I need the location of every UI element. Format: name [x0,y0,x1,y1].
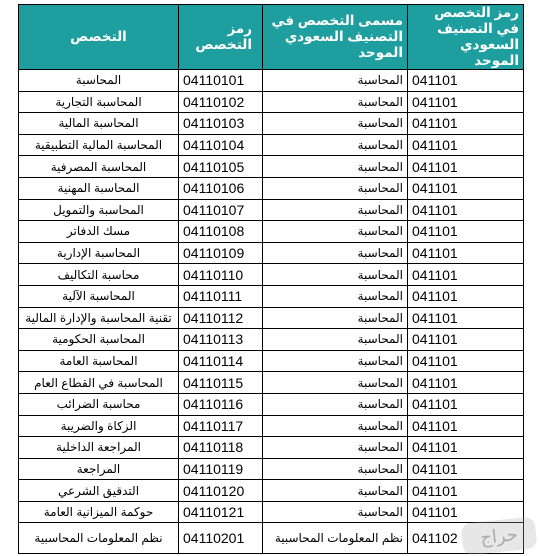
cell-unified-code: 041101 [408,307,524,329]
cell-specialization: المحاسبة المصرفية [19,156,179,178]
cell-unified-name: المحاسبة [263,264,408,286]
cell-specialization-code: 04110111 [179,285,263,307]
cell-unified-code: 041101 [408,501,524,523]
cell-unified-name: المحاسبة [263,458,408,480]
cell-unified-name: المحاسبة [263,221,408,243]
cell-specialization: المحاسبة الإدارية [19,242,179,264]
cell-unified-code: 041101 [408,221,524,243]
cell-unified-name: المحاسبة [263,415,408,437]
cell-specialization: محاسبة التكاليف [19,264,179,286]
table-row [19,177,524,199]
cell-specialization-code: 04110115 [179,372,263,394]
cell-unified-code: 041101 [408,458,524,480]
cell-unified-name: المحاسبة [263,70,408,92]
cell-specialization: المحاسبة المالية [19,113,179,135]
cell-specialization-code: 04110121 [179,501,263,523]
cell-specialization: محاسبة الضرائب [19,393,179,415]
cell-unified-code: 041101 [408,264,524,286]
table-row [19,199,524,221]
cell-specialization: نظم المعلومات المحاسبية [19,523,179,554]
cell-unified-code: 041101 [408,329,524,351]
cell-unified-name: المحاسبة [263,393,408,415]
cell-unified-name: المحاسبة [263,501,408,523]
table-row [19,523,524,554]
cell-unified-code: 041101 [408,113,524,135]
cell-specialization-code: 04110103 [179,113,263,135]
cell-specialization-code: 04110114 [179,350,263,372]
table-row [19,134,524,156]
header-specialization: التخصص [19,5,179,70]
cell-specialization: حوكمة الميزانية العامة [19,501,179,523]
cell-specialization: المحاسبة [19,70,179,92]
cell-specialization: الزكاة والضريبة [19,415,179,437]
cell-unified-name: المحاسبة [263,307,408,329]
table-row [19,307,524,329]
table-row [19,415,524,437]
cell-unified-code: 041101 [408,350,524,372]
cell-specialization: المحاسبة في القطاع العام [19,372,179,394]
cell-unified-code: 041101 [408,393,524,415]
table-row [19,372,524,394]
cell-unified-code: 041101 [408,480,524,502]
cell-specialization-code: 04110201 [179,523,263,554]
table-row [19,242,524,264]
cell-specialization-code: 04110104 [179,134,263,156]
cell-specialization: المحاسبة المالية التطبيقية [19,134,179,156]
table-row [19,437,524,459]
table-row [19,350,524,372]
header-specialization-code: رمز التخصص [179,5,263,70]
cell-unified-name: المحاسبة [263,437,408,459]
cell-unified-code: 041101 [408,285,524,307]
cell-specialization-code: 04110110 [179,264,263,286]
cell-unified-code: 041101 [408,437,524,459]
cell-specialization: المحاسبة الحكومية [19,329,179,351]
cell-unified-code: 041102 [408,523,524,554]
table-row [19,70,524,92]
cell-specialization: تقنية المحاسبة والإدارة المالية [19,307,179,329]
table-row [19,91,524,113]
cell-unified-code: 041101 [408,134,524,156]
cell-specialization-code: 04110107 [179,199,263,221]
cell-unified-code: 041101 [408,156,524,178]
cell-specialization-code: 04110109 [179,242,263,264]
table-row [19,156,524,178]
cell-specialization: التدقيق الشرعي [19,480,179,502]
cell-specialization: المراجعة الداخلية [19,437,179,459]
cell-unified-code: 041101 [408,70,524,92]
cell-specialization: المحاسبة المهنية [19,177,179,199]
cell-specialization-code: 04110108 [179,221,263,243]
cell-specialization: المحاسبة العامة [19,350,179,372]
watermark-logo: حراج [461,516,538,556]
cell-unified-name: المحاسبة [263,134,408,156]
cell-specialization-code: 04110112 [179,307,263,329]
cell-unified-code: 041101 [408,91,524,113]
cell-unified-name: نظم المعلومات المحاسبية [263,523,408,554]
cell-unified-name: المحاسبة [263,177,408,199]
cell-specialization-code: 04110102 [179,91,263,113]
table-row [19,393,524,415]
cell-specialization-code: 04110118 [179,437,263,459]
cell-unified-name: المحاسبة [263,285,408,307]
cell-unified-name: المحاسبة [263,329,408,351]
cell-unified-name: المحاسبة [263,199,408,221]
cell-unified-name: المحاسبة [263,91,408,113]
cell-specialization: مسك الدفاتر [19,221,179,243]
cell-unified-code: 041101 [408,177,524,199]
cell-specialization-code: 04110113 [179,329,263,351]
cell-unified-name: المحاسبة [263,113,408,135]
table-row [19,113,524,135]
cell-unified-code: 041101 [408,199,524,221]
cell-specialization: المحاسبة والتمويل [19,199,179,221]
table-row [19,501,524,523]
cell-specialization: المحاسبة التجارية [19,91,179,113]
cell-unified-name: المحاسبة [263,156,408,178]
header-unified-code: رمز التخصص في التصنيف السعودي الموحد [408,5,524,70]
table-row [19,221,524,243]
cell-unified-name: المحاسبة [263,372,408,394]
table-row [19,480,524,502]
cell-specialization-code: 04110120 [179,480,263,502]
cell-unified-name: المحاسبة [263,480,408,502]
cell-unified-name: المحاسبة [263,242,408,264]
header-unified-name: مسمى التخصص في التصنيف السعودي الموحد [263,5,408,70]
table-row [19,264,524,286]
table-body [19,70,524,554]
cell-specialization: المراجعة [19,458,179,480]
specialization-table [18,4,524,554]
cell-specialization-code: 04110101 [179,70,263,92]
cell-unified-code: 041101 [408,242,524,264]
table-row [19,458,524,480]
table-row [19,285,524,307]
cell-specialization-code: 04110117 [179,415,263,437]
header-row [19,5,524,70]
cell-unified-code: 041101 [408,372,524,394]
table-row [19,329,524,351]
cell-specialization-code: 04110116 [179,393,263,415]
cell-unified-name: المحاسبة [263,350,408,372]
table-header [19,5,524,70]
cell-specialization-code: 04110106 [179,177,263,199]
cell-specialization: المحاسبة الآلية [19,285,179,307]
cell-unified-code: 041101 [408,415,524,437]
cell-specialization-code: 04110119 [179,458,263,480]
cell-specialization-code: 04110105 [179,156,263,178]
